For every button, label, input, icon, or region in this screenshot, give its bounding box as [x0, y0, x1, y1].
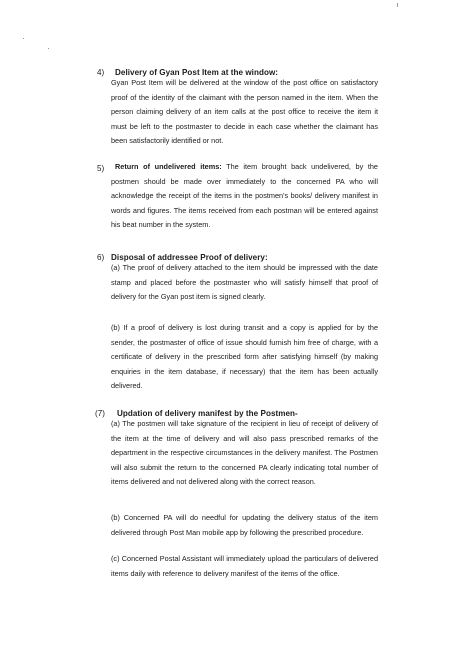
section-7-para-a: (a) The postmen will take signature of the recipient in lieu of receipt of delivery of the item at the time of delivery and will also pass prescribed remarks of the department in the respective circumstances in the delivery manifest. The Postmen will also submit the return to the concerned PA clearly indicating total number of items delivered and not delivered along with the correct reason. — [111, 419, 378, 487]
section-7-para-c: (c) Concerned Postal Assistant will immediately upload the particulars of delivered items daily with reference to delivery manifest of the items of the office. — [111, 554, 378, 578]
section-4-body: Gyan Post Item will be delivered at the window of the post office on satisfactory proof of the identity of the claimant with the person named in the item. When the person claiming delivery of an item calls at the post office to receive the item it must be left to the postmaster to decide in each case whether the claimant has been satisfactorily identified or not. — [111, 78, 378, 146]
section-5-body: The item brought back undelivered, by the postmen should be made over immediately to the concerned PA who will acknowledge the receipt of the items in the postmen's books/ delivery manifest in words and figures. The items received from each postman will be entered against his beat number in the system. — [111, 162, 378, 230]
scan-speck — [397, 3, 398, 7]
section-5-number: 5) — [97, 164, 105, 173]
section-5-heading: Return of undelivered items: — [115, 162, 222, 171]
section-5-paragraph — [111, 160, 378, 233]
section-6-para-a: (a) The proof of delivery attached to the item should be impressed with the date stamp and placed before the postmaster who will satisfy himself that proof of delivery for the Gyan post item is signed clearly. — [111, 263, 378, 302]
scan-speck — [48, 48, 49, 49]
section-6-para-b: (b) If a proof of delivery is lost during transit and a copy is applied for by the sender, the postmaster of office of issue should furnish him free of charge, with a certificate of delivery in the prescribed form after satisfying himself (by making enquiries in the item database, if necessary) that the item has been actually delivered. — [111, 323, 378, 391]
section-6-number: 6) — [97, 253, 105, 262]
section-7-heading: Updation of delivery manifest by the Postmen- — [117, 409, 298, 418]
scan-speck — [23, 38, 24, 39]
section-7-number: (7) — [95, 409, 105, 418]
section-6-heading: Disposal of addressee Proof of delivery: — [111, 253, 268, 262]
section-7-para-b: (b) Concerned PA will do needful for updating the delivery status of the item delivered through Post Man mobile app by following the prescribed procedure. — [111, 513, 378, 537]
section-4-heading: Delivery of Gyan Post Item at the window: — [115, 68, 279, 77]
section-4-number: 4) — [97, 68, 105, 77]
